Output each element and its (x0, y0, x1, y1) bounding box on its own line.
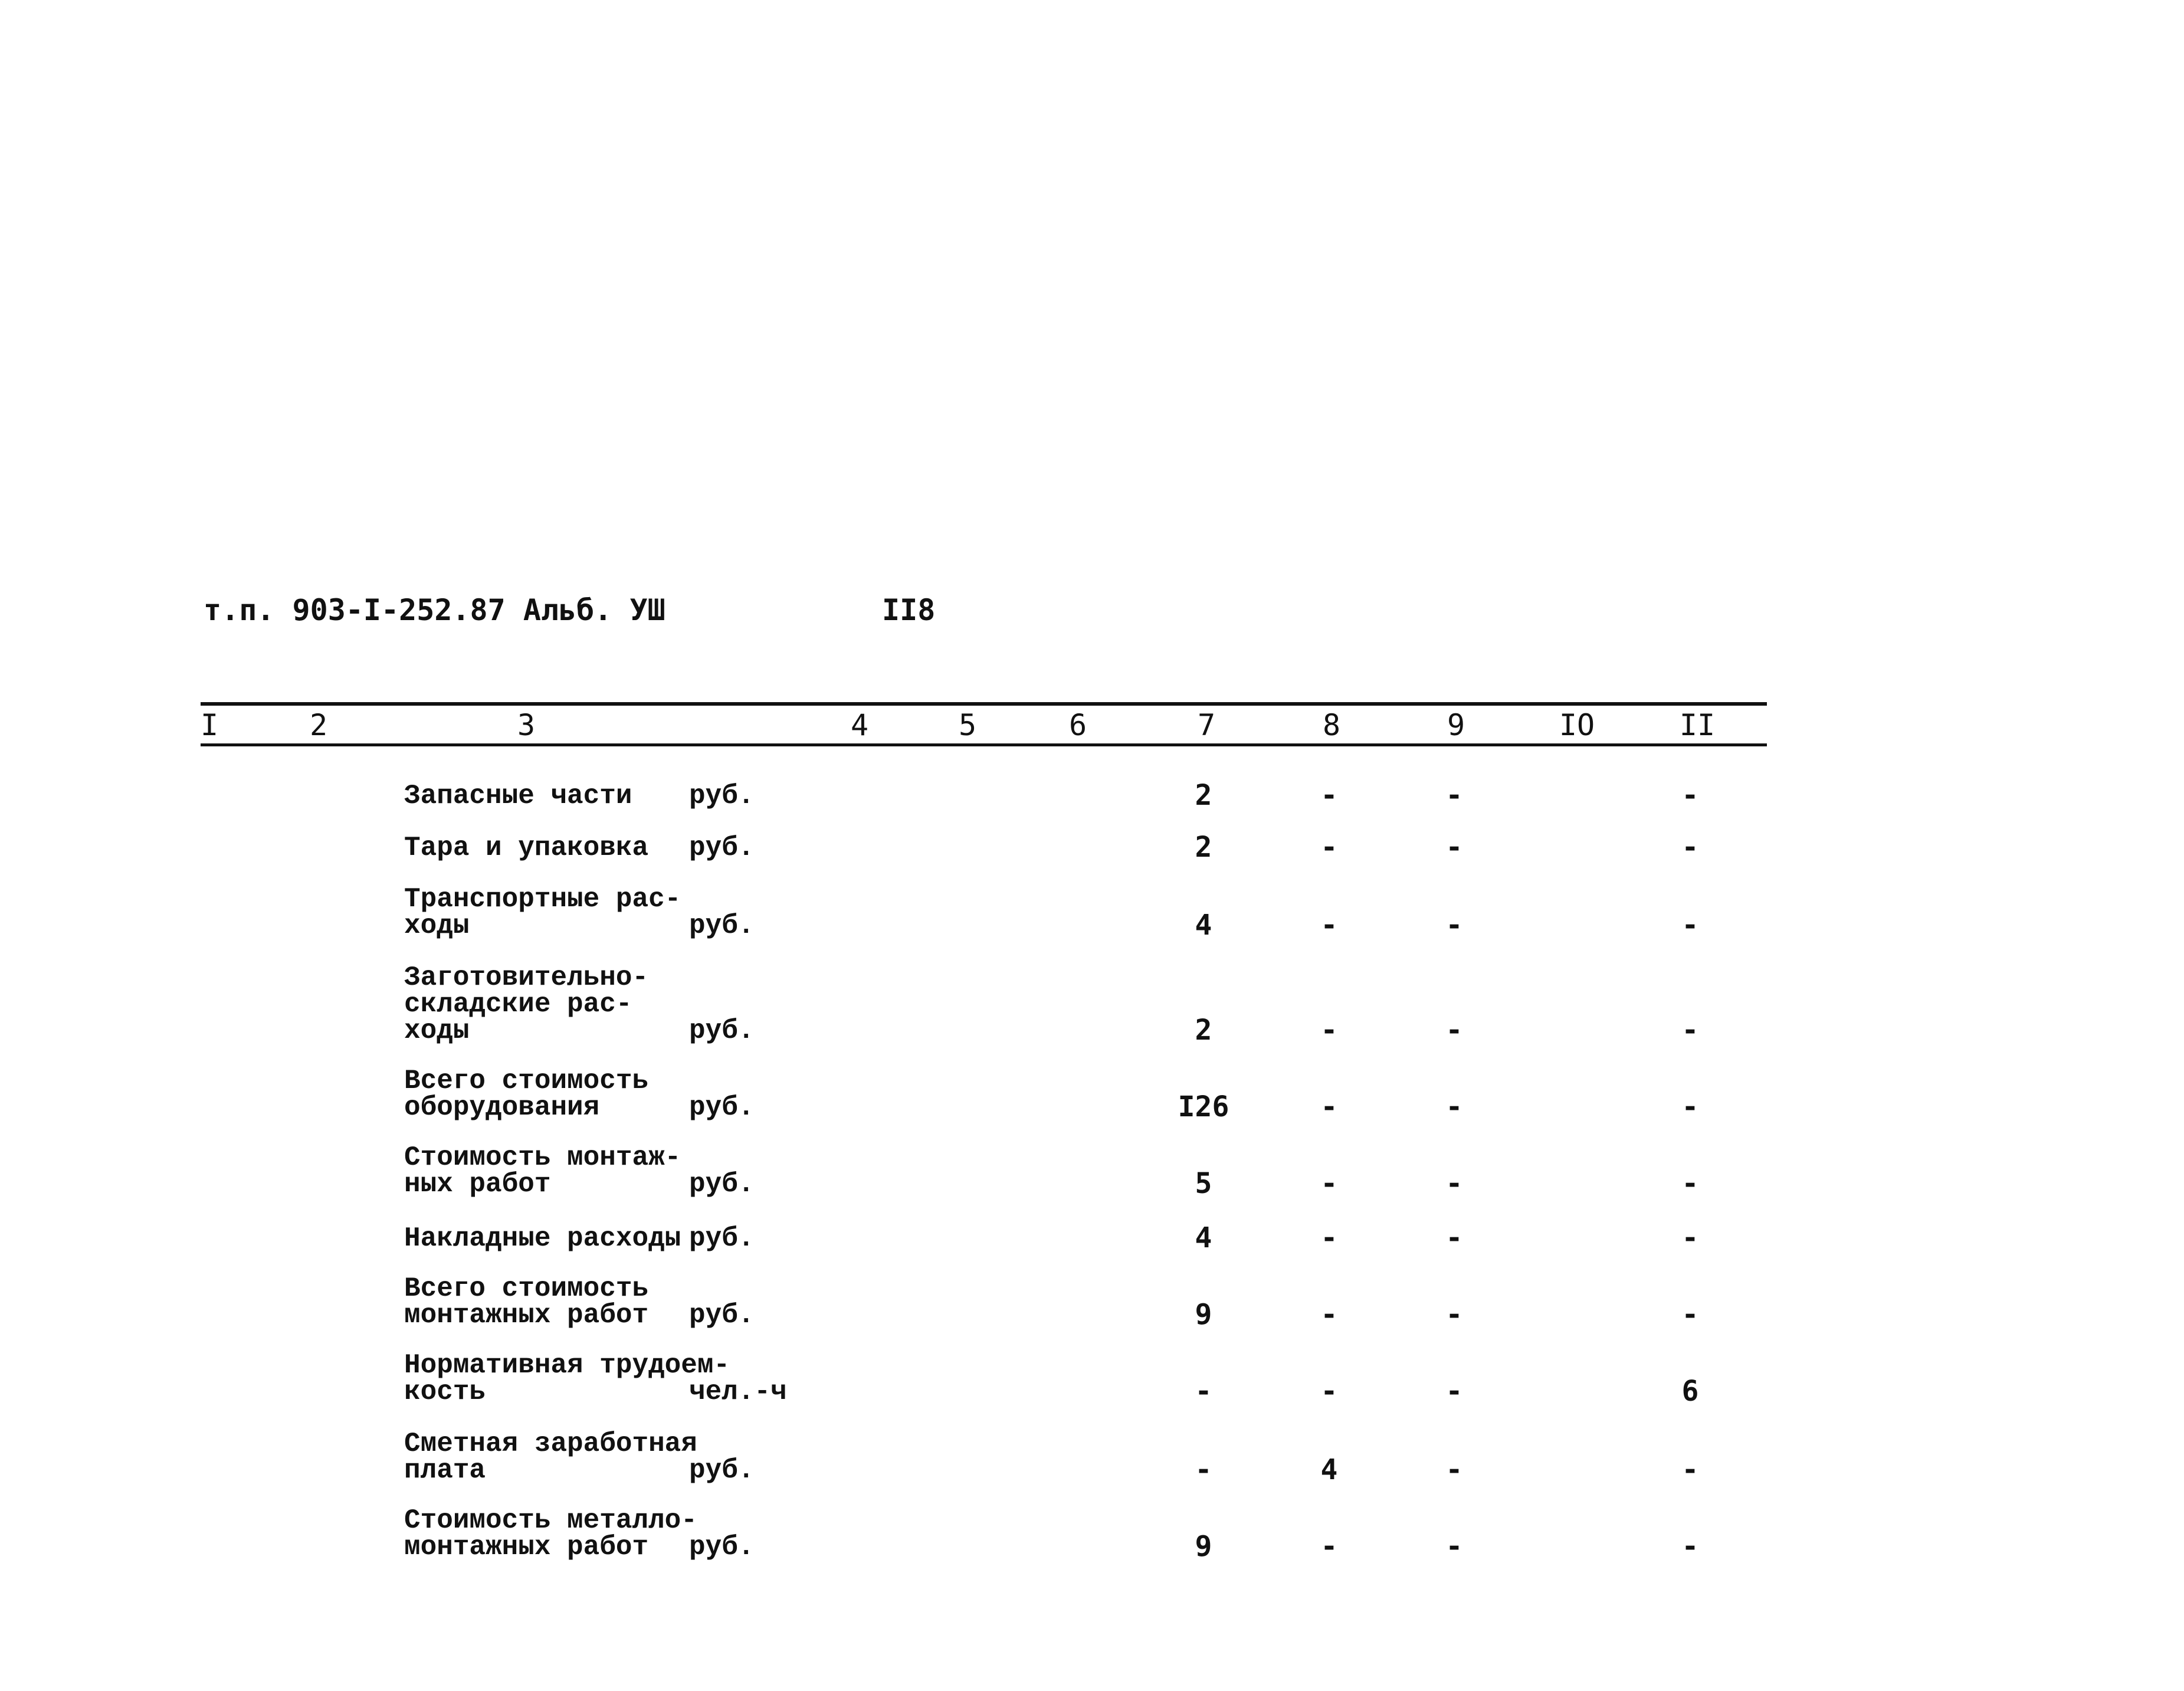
value-column-11: - (1681, 1221, 1699, 1254)
item-name: Нормативная трудоем- кость (404, 1350, 730, 1407)
value-column-9: - (1445, 1298, 1463, 1331)
item-name: Стоимость монтаж- ных работ (404, 1142, 681, 1200)
value-column-9: - (1445, 1014, 1463, 1047)
value-column-11: - (1681, 1014, 1699, 1047)
value-column-11: - (1681, 1453, 1699, 1486)
table-top-rule (201, 702, 1767, 706)
value-column-11: - (1681, 1298, 1699, 1331)
item-unit: руб. (689, 1169, 755, 1200)
value-column-9: - (1445, 909, 1463, 942)
item-unit: руб. (689, 833, 755, 863)
item-name: Стоимость металло- монтажных работ (404, 1505, 697, 1562)
value-column-11: - (1681, 909, 1699, 942)
value-column-11: 6 (1681, 1375, 1699, 1408)
column-number-11: II (1679, 708, 1716, 742)
value-column-11: - (1681, 779, 1699, 812)
value-column-11: - (1681, 1167, 1699, 1200)
value-column-7: 4 (1195, 909, 1212, 942)
value-column-7: 2 (1195, 779, 1212, 812)
page-header (204, 593, 970, 640)
item-name: Накладные расходы (404, 1223, 681, 1254)
item-unit: руб. (689, 1532, 755, 1562)
value-column-11: - (1681, 1530, 1699, 1563)
value-column-8: - (1320, 1298, 1338, 1331)
value-column-7: - (1195, 1453, 1212, 1486)
value-column-7: - (1195, 1375, 1212, 1408)
value-column-8: - (1320, 1375, 1338, 1408)
item-unit: руб. (689, 1015, 755, 1046)
value-column-8: 4 (1320, 1453, 1338, 1486)
item-name: Запасные части (404, 781, 632, 811)
document-reference: т.п. 903-I-252.87 Альб. УШ (204, 593, 665, 627)
value-column-8: - (1320, 909, 1338, 942)
value-column-7: 5 (1195, 1167, 1212, 1200)
value-column-7: 9 (1195, 1298, 1212, 1331)
value-column-8: - (1320, 1090, 1338, 1123)
column-number-2: 2 (309, 708, 328, 742)
value-column-8: - (1320, 1014, 1338, 1047)
value-column-8: - (1320, 1221, 1338, 1254)
value-column-7: 2 (1195, 1014, 1212, 1047)
item-name: Тара и упаковка (404, 833, 649, 863)
value-column-9: - (1445, 1453, 1463, 1486)
column-number-9: 9 (1447, 708, 1465, 742)
value-column-8: - (1320, 1167, 1338, 1200)
item-unit: руб. (689, 1300, 755, 1330)
column-number-8: 8 (1322, 708, 1341, 742)
column-number-6: 6 (1068, 708, 1087, 742)
item-unit: руб. (689, 1455, 755, 1486)
column-number-7: 7 (1197, 708, 1216, 742)
value-column-7: I26 (1178, 1090, 1229, 1123)
table-header-rule (201, 743, 1767, 746)
page-number: II8 (882, 593, 936, 627)
value-column-7: 2 (1195, 831, 1212, 864)
value-column-9: - (1445, 1530, 1463, 1563)
value-column-8: - (1320, 779, 1338, 812)
item-unit: чел.-ч (689, 1377, 787, 1407)
item-name: Сметная заработная плата (404, 1428, 697, 1486)
value-column-11: - (1681, 831, 1699, 864)
value-column-9: - (1445, 1090, 1463, 1123)
value-column-9: - (1445, 1221, 1463, 1254)
value-column-7: 4 (1195, 1221, 1212, 1254)
column-number-3: 3 (517, 708, 536, 742)
item-unit: руб. (689, 1092, 755, 1123)
value-column-9: - (1445, 831, 1463, 864)
column-number-1: I (200, 708, 219, 742)
item-name: Транспортные рас- ходы (404, 884, 681, 941)
item-unit: руб. (689, 781, 755, 811)
column-number-10: IO (1559, 708, 1595, 742)
value-column-9: - (1445, 1167, 1463, 1200)
item-name: Всего стоимость оборудования (404, 1066, 649, 1123)
value-column-11: - (1681, 1090, 1699, 1123)
item-unit: руб. (689, 910, 755, 941)
column-number-4: 4 (850, 708, 869, 742)
value-column-8: - (1320, 831, 1338, 864)
column-number-5: 5 (958, 708, 977, 742)
value-column-9: - (1445, 1375, 1463, 1408)
value-column-9: - (1445, 779, 1463, 812)
value-column-7: 9 (1195, 1530, 1212, 1563)
item-unit: руб. (689, 1223, 755, 1254)
item-name: Заготовительно- складские рас- ходы (404, 962, 649, 1046)
value-column-8: - (1320, 1530, 1338, 1563)
item-name: Всего стоимость монтажных работ (404, 1273, 649, 1330)
